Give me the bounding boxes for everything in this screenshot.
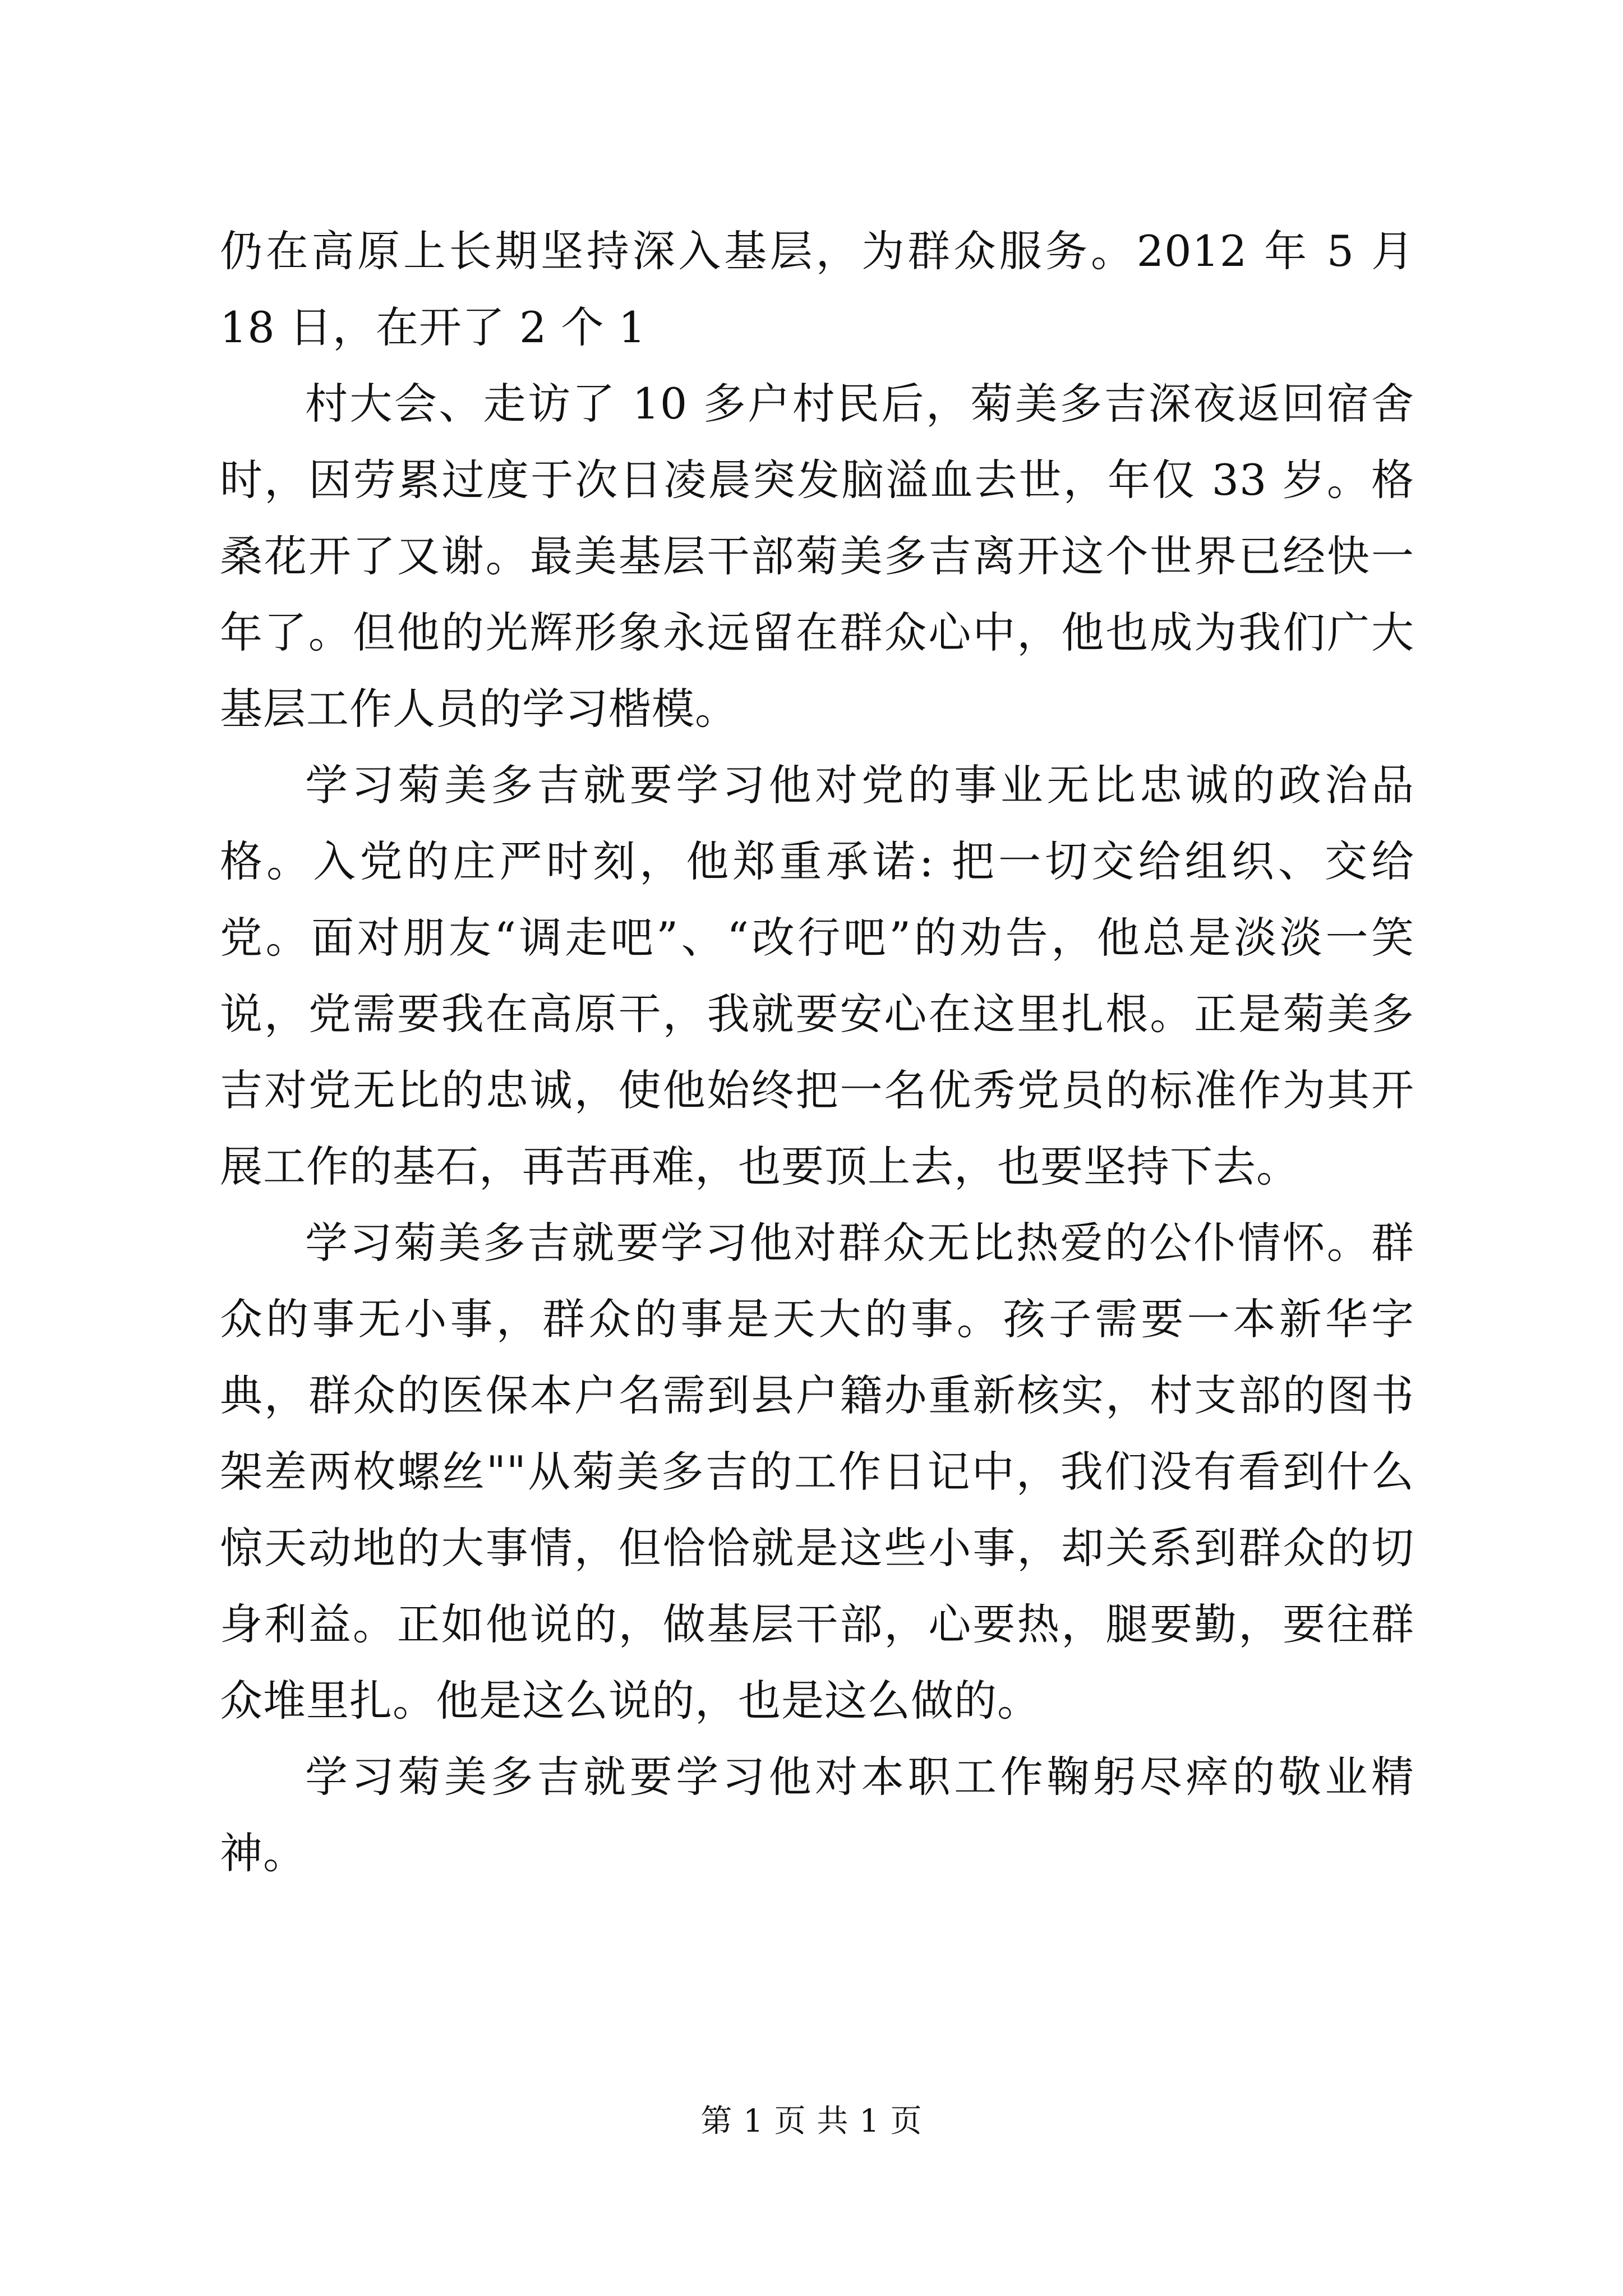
page-number-label: 第 1 页 共 1 页	[700, 2103, 923, 2139]
paragraph: 村大会、走访了 10 多户村民后，菊美多吉深夜返回宿舍时，因劳累过度于次日凌晨突发脑溢血去世，年仅 33 岁。格桑花开了又谢。最美基层干部菊美多吉离开这个世界已经快一年了。但他的光辉形象永远留在群众心中，他也成为我们广大基层工作人员的学习楷模。	[220, 379, 1414, 734]
paragraph: 学习菊美多吉就要学习他对群众无比热爱的公仆情怀。群众的事无小事，群众的事是天大的事。孩子需要一本新华字典，群众的医保本户名需到县户籍办重新核实，村支部的图书架差两枚螺丝""从菊美多吉的工作日记中，我们没有看到什么惊天动地的大事情，但恰恰就是这些小事，却关系到群众的切身利益。正如他说的，做基层干部，心要热，腿要勤，要往群众堆里扎。他是这么说的，也是这么做的。	[220, 1218, 1414, 1726]
page-footer	[0, 2099, 1623, 2144]
paragraph: 学习菊美多吉就要学习他对党的事业无比忠诚的政治品格。入党的庄严时刻，他郑重承诺: 把一切交给组织、交给党。面对朋友“调走吧”、“改行吧”的劝告，他总是淡淡一笑说，党需要我在高原干，我就要安心在这里扎根。正是菊美多吉对党无比的忠诚，使他始终把一名优秀党员的标准作为其开展工作的基石，再苦再难，也要顶上去，也要坚持下去。	[220, 760, 1414, 1191]
paragraph: 仍在高原上长期坚持深入基层，为群众服务。2012 年 5 月 18 日，在开了 2 个 1	[220, 226, 1414, 352]
paragraph: 学习菊美多吉就要学习他对本职工作鞠躬尽瘁的敬业精神。	[220, 1752, 1414, 1878]
document-body	[220, 213, 1414, 1892]
